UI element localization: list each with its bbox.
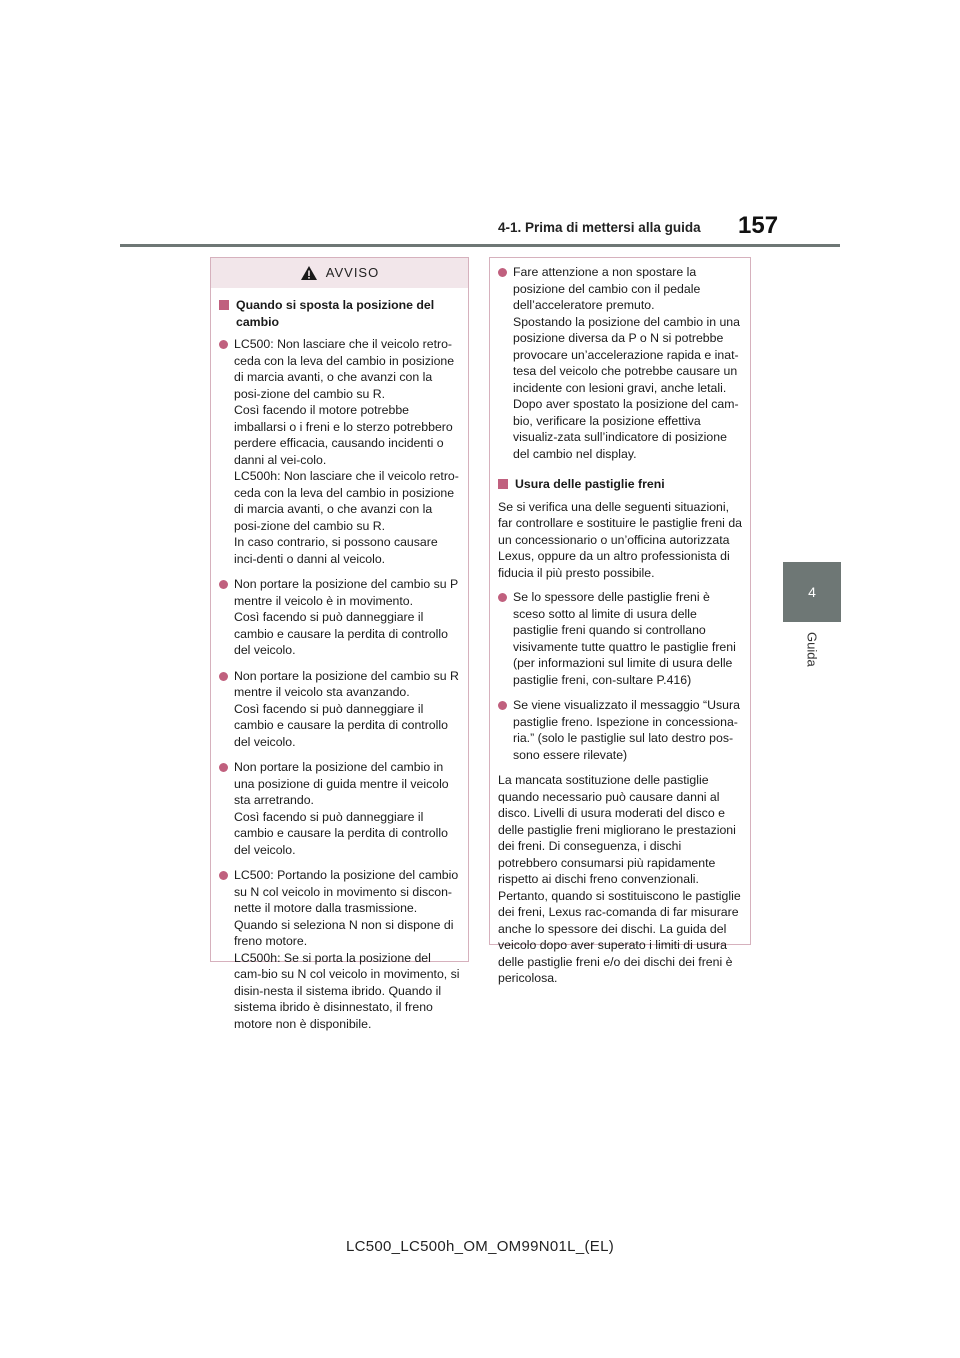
document-code: LC500_LC500h_OM_OM99N01L_(EL) bbox=[345, 1238, 615, 1255]
paragraph: Fare attenzione a non spostare la posizione del cambio con il pedale dell’acceleratore premuto. bbox=[513, 265, 701, 312]
paragraph: LC500h: Se si porta la posizione del cam-bio su N col veicolo in movimento, si disin-nesta il sistema ibrido. Quando il sistema ibrido è disinnestato, il freno motore non è disponibile. bbox=[234, 950, 460, 1031]
bullet-dot-icon bbox=[498, 593, 507, 602]
list-item bbox=[498, 589, 742, 688]
paragraph: Se viene visualizzato il messaggio “Usura pastiglie freno. Ispezione in concessiona-ria.” (solo le pastiglie sul lato destro pos-sono essere rilevate) bbox=[513, 698, 740, 762]
paragraph: LC500: Portando la posizione del cambio su N col veicolo in movimento si discon-nette il motore dalla trasmissione. Quando si seleziona N non si dispone di freno motore. bbox=[234, 868, 459, 948]
paragraph: Così facendo si può danneggiare il cambio e causare la perdita di controllo del veicolo. bbox=[234, 701, 448, 749]
list-item bbox=[219, 336, 460, 567]
bullet-dot-icon bbox=[219, 672, 228, 681]
paragraph: Dopo aver spostato la posizione del cam-bio, verificare la posizione effettiva visualiz-zata sull’indicatore di posizione del cambio nel display. bbox=[513, 397, 739, 461]
warning-box-continued bbox=[489, 257, 751, 985]
bullet-dot-icon bbox=[219, 763, 228, 772]
paragraph: LC500: Non lasciare che il veicolo retro-ceda con la leva del cambio in posizione di marcia avanti, o che avanzi con la posi-zione del cambio su R. bbox=[234, 337, 455, 401]
warning-triangle-icon bbox=[300, 265, 318, 281]
list-item bbox=[219, 668, 460, 751]
chapter-tab bbox=[783, 562, 841, 622]
paragraph: Così facendo si può danneggiare il cambio e causare la perdita di controllo del veicolo. bbox=[234, 610, 448, 657]
paragraph: Se lo spessore delle pastiglie freni è sceso sotto al limite di usura delle pastiglie freni quando si controllano visivamente tutte quattro le pastiglie freni (per informazioni sul limite di usura delle pastiglie freni, con-sultare P.416) bbox=[513, 590, 736, 687]
bullet-dot-icon bbox=[498, 701, 507, 710]
paragraph: Non portare la posizione del cambio su R mentre il veicolo sta avanzando. bbox=[234, 668, 459, 699]
bullet-dot-icon bbox=[219, 580, 228, 589]
subsection-heading bbox=[219, 297, 460, 330]
paragraph: Spostando la posizione del cambio in una posizione diversa da P o N si potrebbe provocare un’accelerazione rapida e inat-tesa del veicolo che potrebbe causare un incidente con lesioni gravi, anche letali. bbox=[513, 314, 740, 395]
warning-title: AVVISO bbox=[325, 264, 380, 280]
paragraph: In caso contrario, si possono causare inci-denti o danni al veicolo. bbox=[234, 535, 438, 566]
warning-box bbox=[210, 257, 469, 1031]
section-title: 4-1. Prima di mettersi alla guida bbox=[498, 220, 701, 235]
intro-paragraph: Se si verifica una delle seguenti situazioni, far controllare e sostituire le pastiglie freni da un concessionario o un’officina autorizzata Lexus, oppure da un altro professionista di fiducia il più presto possibile. bbox=[498, 499, 743, 580]
list-item bbox=[219, 576, 460, 659]
list-item bbox=[498, 697, 742, 763]
paragraph: Non portare la posizione del cambio in una posizione di guida mentre il veicolo sta arretrando. bbox=[234, 760, 449, 807]
paragraph: Non portare la posizione del cambio su P mentre il veicolo è in movimento. bbox=[234, 577, 458, 608]
subsection-heading-text: Quando si sposta la posizione del cambio bbox=[236, 298, 435, 329]
warning-body bbox=[490, 258, 750, 1003]
chapter-label: Guida bbox=[804, 632, 820, 667]
warning-header bbox=[211, 258, 468, 288]
bullet-dot-icon bbox=[498, 268, 507, 277]
subsection-heading-text: Usura delle pastiglie freni bbox=[515, 477, 665, 491]
header-divider bbox=[120, 244, 840, 247]
paragraph: Così facendo si può danneggiare il cambio e causare la perdita di controllo del veicolo. bbox=[234, 809, 448, 857]
list-item bbox=[219, 867, 460, 1032]
chapter-number: 4 bbox=[808, 584, 816, 600]
square-bullet-icon bbox=[219, 300, 229, 310]
warning-body bbox=[211, 288, 468, 1049]
list-item bbox=[498, 264, 742, 462]
closing-paragraph: La mancata sostituzione delle pastiglie quando necessario può causare danni al disco. Livelli di usura moderati del disco e delle pastiglie freni migliorano le prestazioni dei freni. Di conseguenza, i dischi potrebbero consumarsi più rapidamente rispetto ai dischi freno convenzionali. Pertanto, quando si sostituiscono le pastiglie dei freni, Lexus rac-comanda di far misurare anche lo spessore dei dischi. La guida del veicolo dopo aver superato i limiti di usura delle pastiglie freni e/o dei dischi dei freni è pericolosa. bbox=[498, 773, 741, 985]
square-bullet-icon bbox=[498, 479, 508, 489]
paragraph: LC500h: Non lasciare che il veicolo retro-ceda con la leva del cambio in posizione di marcia avanti, o che avanzi con la posi-zione del cambio su R. bbox=[234, 469, 459, 533]
paragraph: Così facendo il motore potrebbe imballarsi o i freni e lo sterzo potrebbero perdere efficacia, causando incidenti o danni al vei-colo. bbox=[234, 403, 453, 467]
list-item bbox=[219, 759, 460, 858]
bullet-dot-icon bbox=[219, 340, 228, 349]
subsection-heading bbox=[498, 476, 742, 493]
bullet-dot-icon bbox=[219, 871, 228, 880]
page-number: 157 bbox=[738, 212, 779, 239]
